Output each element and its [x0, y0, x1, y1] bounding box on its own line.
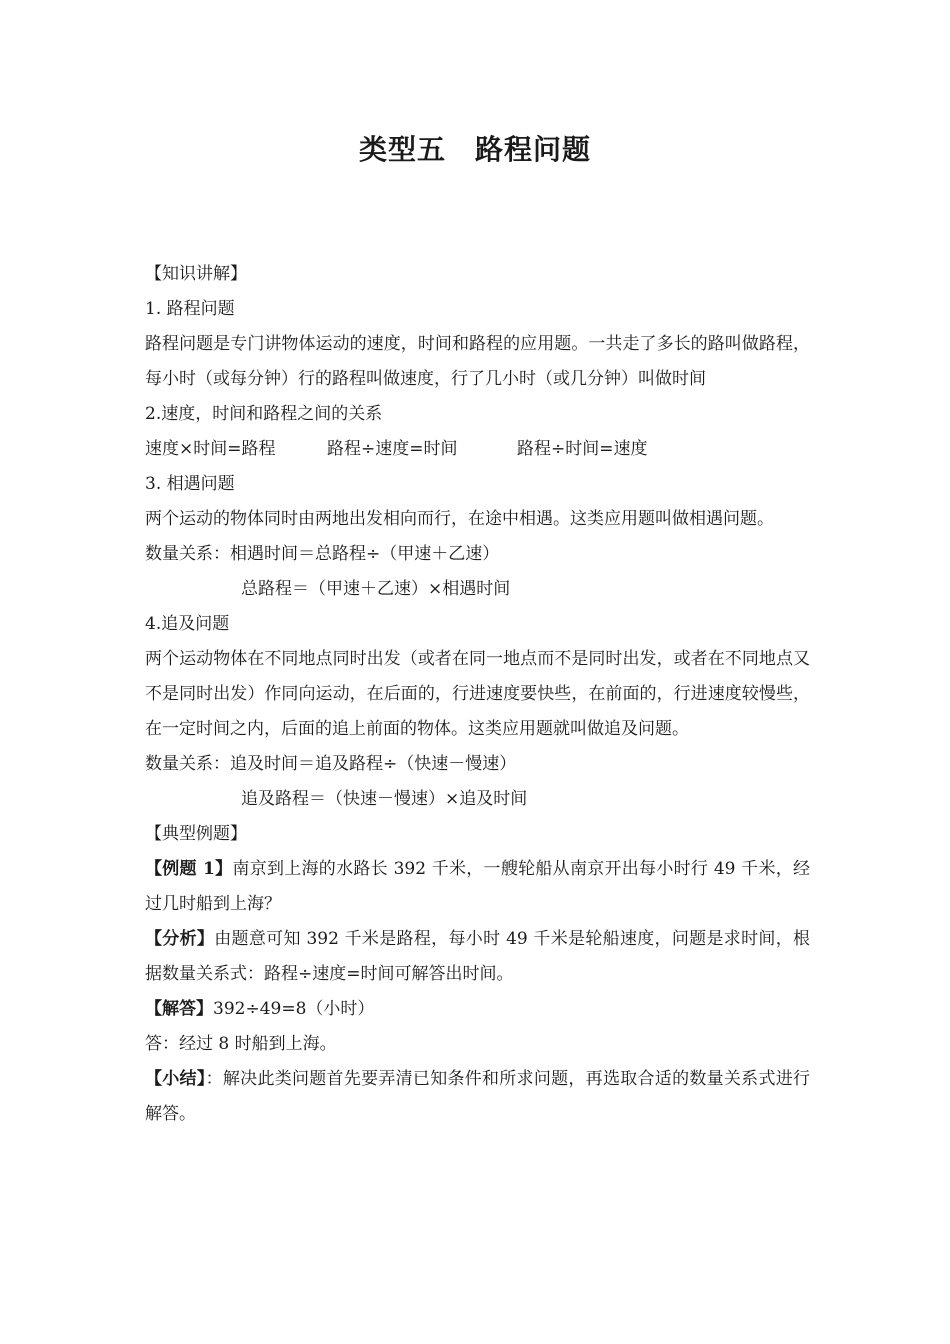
document-body	[145, 257, 810, 1132]
analysis	[145, 922, 810, 992]
section-1-heading: 1. 路程问题	[145, 299, 235, 319]
summary-tag: 【小结】	[145, 1069, 206, 1089]
summary	[145, 1062, 810, 1132]
example-1	[145, 852, 810, 922]
section-3-heading: 3. 相遇问题	[145, 474, 235, 494]
section-3-relation-2: 总路程＝（甲速＋乙速）×相遇时间	[241, 579, 511, 599]
examples-header: 【典型例题】	[145, 824, 247, 844]
section-4-heading: 4.追及问题	[145, 614, 230, 634]
formula-row	[145, 432, 810, 467]
section-3-paragraph: 两个运动的物体同时由两地出发相向而行，在途中相遇。这类应用题叫做相遇问题。	[145, 509, 774, 529]
answer	[145, 992, 810, 1027]
answer-line: 答：经过 8 时船到上海。	[145, 1034, 337, 1054]
section-4-relation-1: 数量关系：追及时间＝追及路程÷（快速－慢速）	[145, 754, 517, 774]
formula-distance: 速度×时间=路程	[145, 439, 276, 459]
example-1-text: 南京到上海的水路长 392 千米，一艘轮船从南京开出每小时行 49 千米，经过几时船到上海？	[145, 859, 810, 914]
section-1-paragraph: 路程问题是专门讲物体运动的速度，时间和路程的应用题。一共走了多长的路叫做路程，每小时（或每分钟）行的路程叫做速度，行了几小时（或几分钟）叫做时间	[145, 334, 810, 389]
section-4-paragraph: 两个运动物体在不同地点同时出发（或者在同一地点而不是同时出发，或者在不同地点又不是同时出发）作同向运动，在后面的，行进速度要快些，在前面的，行进速度较慢些，在一定时间之内，后面的追上前面的物体。这类应用题就叫做追及问题。	[145, 649, 810, 739]
section-2-heading: 2.速度，时间和路程之间的关系	[145, 404, 383, 424]
formula-speed: 路程÷时间=速度	[517, 439, 648, 459]
page-title: 类型五 路程问题	[358, 133, 591, 166]
summary-text: ：解决此类问题首先要弄清已知条件和所求问题，再选取合适的数量关系式进行解答。	[145, 1069, 811, 1124]
knowledge-header: 【知识讲解】	[145, 264, 247, 284]
analysis-tag: 【分析】	[145, 929, 215, 949]
analysis-text: 由题意可知 392 千米是路程，每小时 49 千米是轮船速度，问题是求时间，根据数量关系式：路程÷速度=时间可解答出时间。	[145, 929, 811, 984]
example-1-tag: 【例题 1】	[145, 859, 233, 879]
formula-time: 路程÷速度=时间	[327, 439, 458, 459]
answer-tag: 【解答】	[145, 999, 213, 1019]
section-3-relation-1: 数量关系：相遇时间＝总路程÷（甲速＋乙速）	[145, 544, 500, 564]
answer-text: 392÷49=8（小时）	[213, 999, 375, 1019]
section-4-relation-2: 追及路程＝（快速－慢速）×追及时间	[241, 789, 528, 809]
